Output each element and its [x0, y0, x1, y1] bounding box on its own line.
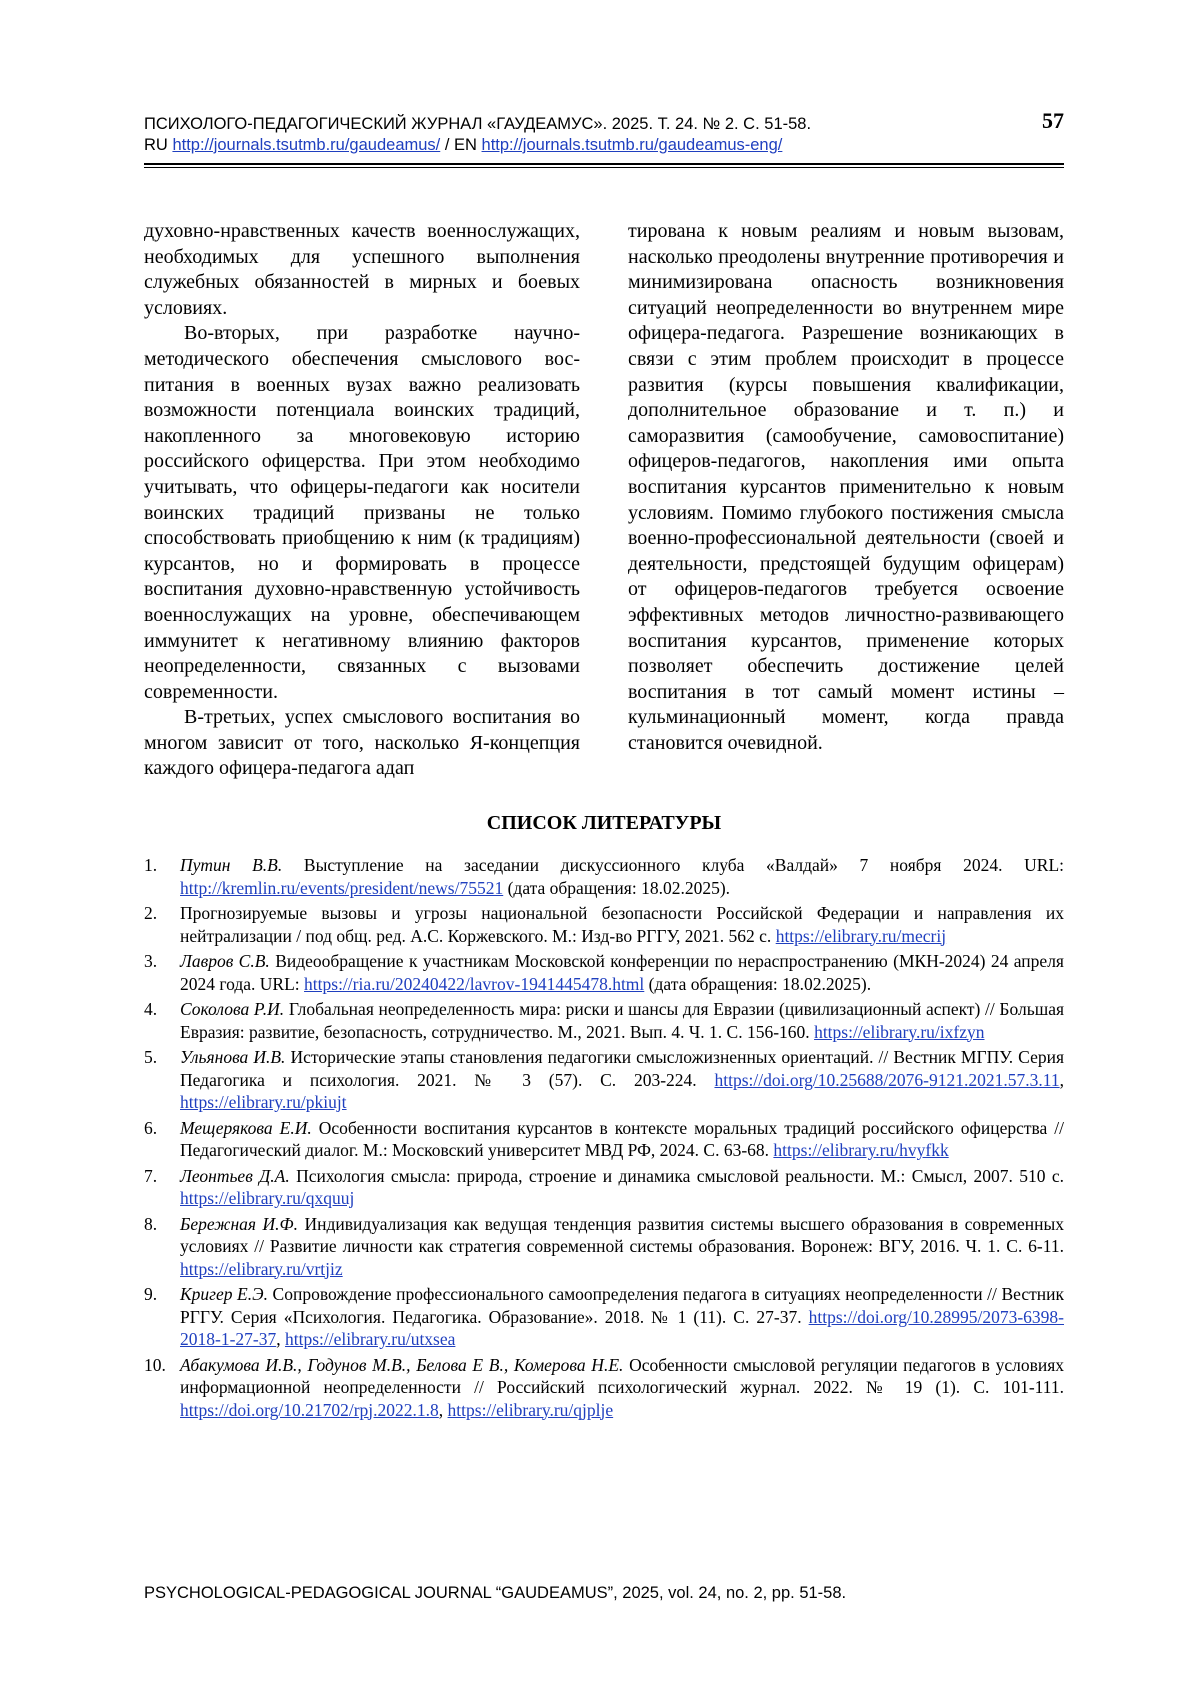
journal-links	[144, 135, 1064, 156]
reference-description: Видеообращение к участникам Московской конференции по нераспространению (МКН-2024) 24 апреля 2024 года. URL:	[180, 951, 1064, 994]
reference-link-secondary[interactable]: https://elibrary.ru/qjplje	[447, 1399, 614, 1420]
reference-link-secondary[interactable]: https://elibrary.ru/utxsea	[284, 1329, 456, 1349]
reference-item	[144, 950, 1064, 995]
reference-number: 5.	[144, 1047, 158, 1067]
body-columns	[144, 219, 1064, 782]
ru-label: RU	[144, 136, 168, 154]
reference-author: Лавров С.В.	[180, 951, 270, 971]
reference-description: Исторические этапы становления педагогики смысложизненных ориентаций. // Вестник МГПУ. Серия Педагогика и психология. 2021. № 3 (57). С. 203-224.	[180, 1047, 1065, 1090]
reference-text	[180, 950, 1064, 995]
reference-text	[180, 1213, 1064, 1281]
reference-number: 9.	[144, 1284, 158, 1304]
running-header	[144, 108, 1064, 156]
left-column	[144, 219, 580, 782]
reference-number: 4.	[144, 999, 158, 1019]
reference-item	[144, 998, 1064, 1043]
header-rule-thick	[144, 163, 1064, 165]
reference-text	[180, 1354, 1064, 1422]
reference-text	[180, 1117, 1064, 1162]
journal-citation: ПСИХОЛОГО-ПЕДАГОГИЧЕСКИЙ ЖУРНАЛ «ГАУДЕАМУС». 2025. Т. 24. № 2. С. 51-58.	[144, 115, 812, 133]
reference-author: Мещерякова Е.И.	[180, 1117, 312, 1138]
reference-author: Абакумова И.В., Годунов М.В., Белова Е В., Комерова Н.Е.	[180, 1354, 624, 1375]
right-column	[628, 219, 1064, 782]
reference-author: Путин В.В.	[180, 855, 283, 875]
reference-author: Соколова Р.И.	[180, 999, 285, 1019]
reference-link[interactable]: https://ria.ru/20240422/lavrov-1941445478.html	[304, 973, 645, 994]
reference-description: Выступление на заседании дискуссионного клуба «Валдай» 7 ноября 2024. URL:	[303, 855, 1064, 875]
reference-number: 2.	[144, 903, 158, 923]
reference-link-secondary[interactable]: https://elibrary.ru/pkiujt	[180, 1092, 347, 1112]
reference-text	[180, 1165, 1064, 1210]
reference-link[interactable]: http://kremlin.ru/events/president/news/75521	[180, 877, 504, 898]
reference-item	[144, 1213, 1064, 1281]
reference-author: Леонтьев Д.А.	[180, 1165, 290, 1186]
reference-description: Сопровождение профессионального самоопределения педагога в ситуациях неопределенности // Вестник РГГУ. Серия «Психология. Педагогика. Образование». 2018. № 1 (11). С. 27-37.	[180, 1284, 1065, 1327]
reference-note: (дата обращения: 18.02.2025).	[644, 973, 872, 994]
reference-link[interactable]: https://elibrary.ru/mecrij	[775, 925, 947, 946]
reference-number: 10.	[144, 1354, 166, 1375]
reference-item	[144, 1283, 1064, 1351]
paragraph: Во-вторых, при разработке научно-методического обеспечения смыслового воспитания в военных вузах важно реализовать возможности потенциала воинских традиций, накопленного за многовековую историю российского офицерства. При этом необходимо учитывать, что офицеры-педагоги как носители воинских традиций призваны не только способствовать приобщению к ним (к традициям) курсантов, но и формировать в процессе воспитания духовно-нравственную устойчивость военнослужащих на уровне, обеспечивающем иммунитет к негативному влиянию факторов неопределенности, связанных с вызовами современности.	[144, 322, 580, 703]
reference-author: Ульянова И.В.	[180, 1047, 286, 1067]
reference-item	[144, 854, 1064, 899]
reference-link[interactable]: https://doi.org/10.21702/rpj.2022.1.8	[180, 1399, 439, 1420]
reference-note: ,	[276, 1329, 285, 1349]
reference-description: Психология смысла: природа, строение и динамика смысловой реальности. М.: Смысл, 2007. 510 с.	[296, 1165, 1064, 1186]
reference-item	[144, 1046, 1064, 1114]
reference-item	[144, 1117, 1064, 1162]
reference-number: 8.	[144, 1213, 158, 1234]
reference-link[interactable]: https://elibrary.ru/vrtjiz	[180, 1258, 343, 1279]
reference-number: 1.	[144, 855, 158, 875]
link-separator: / EN	[444, 136, 477, 154]
reference-number: 6.	[144, 1117, 158, 1138]
running-footer: PSYCHOLOGICAL-PEDAGOGICAL JOURNAL “GAUDEAMUS”, 2025, vol. 24, no. 2, pp. 51-58.	[144, 1584, 847, 1602]
reference-description: Глобальная неопределенность мира: риски и шансы для Евразии (цивилизационный аспект) // Большая Евразия: развитие, безопасность, сотрудничество. М., 2021. Вып. 4. Ч. 1. С. 156-160.	[180, 999, 1065, 1042]
header-rule-thin	[144, 167, 1064, 168]
references-heading: СПИСОК ЛИТЕРАТУРЫ	[486, 812, 722, 834]
reference-note: ,	[438, 1399, 448, 1420]
reference-description: Прогнозируемые вызовы и угрозы национальной безопасности Российской Федерации и направления их нейтрализации / под общ. ред. А.С. Коржевского. М.: Изд-во РГГУ, 2021. 562 с.	[180, 903, 1064, 946]
reference-note: (дата обращения: 18.02.2025).	[503, 877, 731, 898]
reference-text	[180, 998, 1064, 1043]
references-list	[144, 854, 1064, 1424]
reference-link[interactable]: https://elibrary.ru/qxquuj	[180, 1188, 355, 1208]
paragraph: В-третьих, успех смыслового воспитания во многом зависит от того, насколько Я-концепция каждого офицера-педагога адап	[144, 706, 580, 780]
reference-item	[144, 1165, 1064, 1210]
ru-journal-link[interactable]: http://journals.tsutmb.ru/gaudeamus/	[172, 136, 441, 154]
reference-description: Особенности воспитания курсантов в контексте моральных традиций российского офицерства // Педагогический диалог. М.: Московский университет МВД РФ, 2024. С. 63-68.	[180, 1117, 1065, 1160]
reference-author: Кригер Е.Э.	[180, 1284, 268, 1304]
reference-description: Особенности смысловой регуляции педагогов в условиях информационной неопределенности // Российский психологический журнал. 2022. № 19 (1). С. 101-111.	[180, 1354, 1065, 1397]
reference-link[interactable]: https://doi.org/10.25688/2076-9121.2021.57.3.11	[714, 1069, 1060, 1090]
reference-number: 7.	[144, 1165, 158, 1186]
reference-text	[180, 1283, 1064, 1351]
reference-link[interactable]: https://elibrary.ru/ixfzyn	[814, 1021, 985, 1042]
paragraph: духовно-нравственных качеств военнослужащих, необходимых для успешного выполнения служебных обязанностей в мирных и боевых условиях.	[144, 220, 580, 319]
en-journal-link[interactable]: http://journals.tsutmb.ru/gaudeamus-eng/	[481, 136, 783, 154]
reference-text	[180, 854, 1064, 899]
reference-link[interactable]: https://elibrary.ru/hvyfkk	[773, 1140, 949, 1160]
reference-note: ,	[1059, 1069, 1064, 1090]
reference-item	[144, 1354, 1064, 1422]
paragraph: тирована к новым реалиям и новым вызовам, насколько преодолены внутренние противоречия и минимизирована опасность возникновения ситуаций неопределенности во внутреннем мире офицера-педагога. Разрешение возникающих в связи с этим проблем происходит в процессе развития (курсы повышения квалификации, дополнительное образование и т. п.) и саморазвития (самообучение, самовоспитание) офицеров-педагогов, накопления ими опыта воспитания курсантов применительно к новым условиям. Помимо глубокого постижения смысла военно-профессиональной деятельности (своей и деятельности, предстоящей будущим офицерам) от офицеров-педагогов требуется освоение эффективных методов личностно-развивающего воспитания курсантов, применение которых позволяет обеспечить достижение целей воспитания в тот самый момент истины – кульминационный момент, когда правда становится очевидной.	[628, 220, 1064, 754]
reference-link[interactable]: https://doi.org/10.28995/2073-6398-2018-1-27-37	[180, 1306, 1064, 1349]
reference-description: Индивидуализация как ведущая тенденция развития системы высшего образования в современных условиях // Развитие личности как стратегия современной системы образования. Воронеж: ВГУ, 2016. Ч. 1. С. 6-11.	[180, 1213, 1064, 1256]
reference-item	[144, 902, 1064, 947]
reference-text	[180, 1046, 1064, 1114]
reference-number: 3.	[144, 951, 158, 971]
page-number: 57	[1042, 108, 1064, 133]
header-top-line	[144, 108, 1064, 135]
reference-text	[180, 902, 1064, 947]
reference-author: Бережная И.Ф.	[180, 1213, 298, 1234]
